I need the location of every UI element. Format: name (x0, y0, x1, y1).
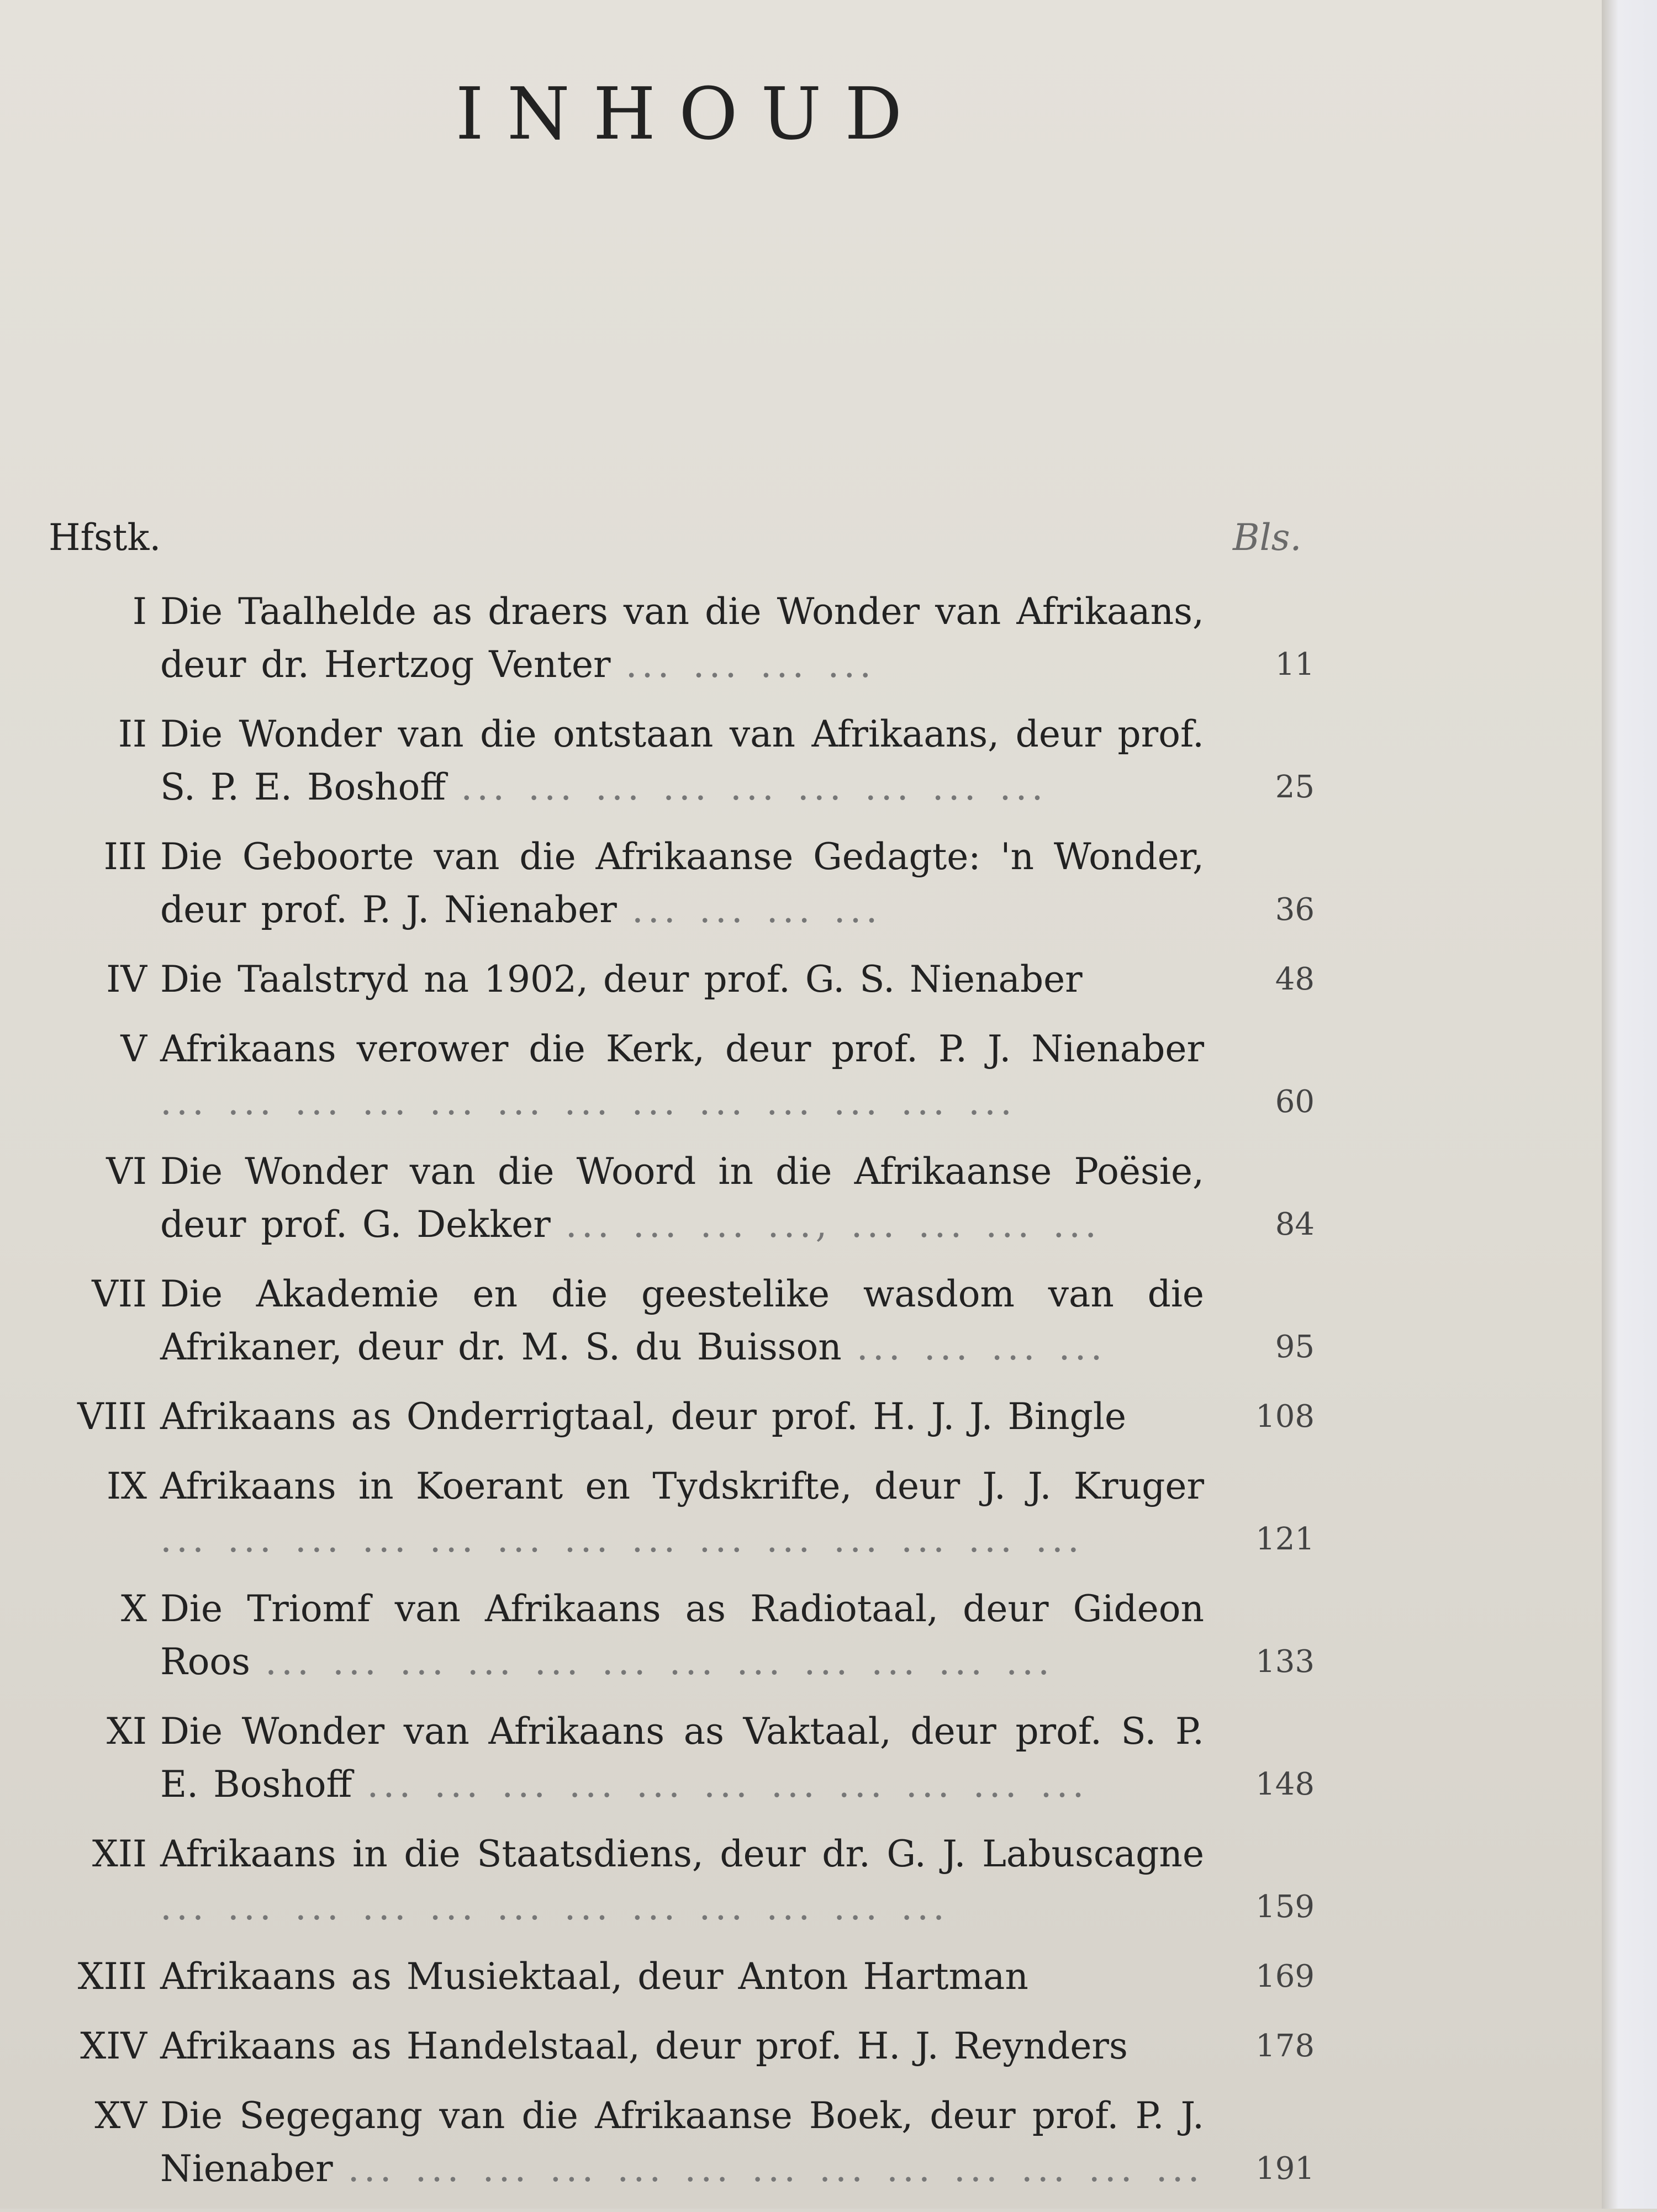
chapter-title-text: Afrikaans as Handelstaal, deur prof. H. J. Reynders (160, 2025, 1128, 2067)
chapter-title (160, 953, 1204, 1006)
page-number: 95 (1275, 1329, 1315, 1365)
chapter-number: XIII (77, 1955, 147, 1998)
chapter-title-text: Afrikaans in die Staatsdiens, deur dr. G. J. Labuscagne (160, 1833, 1204, 1875)
page-edge (1602, 0, 1657, 2209)
page-number: 25 (1275, 769, 1315, 805)
toc-entry (0, 1828, 1602, 1934)
chapter-number: IV (106, 958, 147, 1001)
chapter-number: VIII (77, 1395, 147, 1438)
toc-entry (0, 2089, 1602, 2195)
chapter-title (160, 1390, 1204, 1443)
chapter-title-text: Die Akademie en die geestelike wasdom van die Afrikaner, deur dr. M. S. du Buisson (160, 1273, 1204, 1368)
leader-dots: ... ... ... ..., ... ... ... ... (565, 1203, 1101, 1246)
toc-entry (0, 1268, 1602, 1374)
chapter-number: XII (92, 1833, 147, 1875)
chapter-title-text: Afrikaans as Onderrigtaal, deur prof. H. J. J. Bingle (160, 1395, 1127, 1438)
chapter-title-text: Afrikaans verower die Kerk, deur prof. P. J. Nienaber (160, 1028, 1204, 1070)
chapter-title-text: Die Taalstryd na 1902, deur prof. G. S. Nienaber (160, 958, 1083, 1001)
chapter-number: VI (106, 1150, 147, 1193)
chapter-number: IX (106, 1465, 147, 1507)
toc-entry (0, 1583, 1602, 1689)
toc-entry (0, 953, 1602, 1006)
toc-entry (0, 1950, 1602, 2003)
page-number: 48 (1275, 961, 1315, 997)
chapter-number: V (120, 1028, 147, 1070)
leader-dots: ... ... ... ... ... ... ... ... ... ... ... ... ... (160, 1081, 1016, 1123)
leader-dots: ... ... ... ... ... ... ... ... ... ... ... ... ... (347, 2147, 1204, 2190)
chapter-title (160, 1705, 1204, 1811)
chapter-title-text: Die Segegang van die Afrikaanse Boek, deur prof. P. J. Nienaber (160, 2094, 1204, 2190)
chapter-number: X (121, 1587, 147, 1630)
leader-dots: ... ... ... ... (631, 888, 882, 931)
page-number: 84 (1275, 1206, 1315, 1242)
chapter-title (160, 1145, 1204, 1251)
toc-entry (0, 708, 1602, 814)
chapter-number: VII (92, 1273, 147, 1315)
chapter-title-text: Die Wonder van Afrikaans as Vaktaal, deur prof. S. P. E. Boshoff (160, 1710, 1204, 1806)
leader-dots: ... ... ... ... ... ... ... ... ... ... ... ... ... ... (160, 1518, 1084, 1560)
page-column-header: Bls. (1233, 516, 1302, 559)
chapter-title (160, 1950, 1204, 2003)
chapter-title-text: Afrikaans in Koerant en Tydskrifte, deur J. J. Kruger (160, 1465, 1204, 1507)
chapter-title-text: Die Wonder van die ontstaan van Afrikaans, deur prof. S. P. E. Boshoff (160, 713, 1204, 808)
chapter-number: XIV (80, 2025, 147, 2067)
chapter-title (160, 1583, 1204, 1689)
toc-entry (0, 585, 1602, 691)
page-number: 108 (1255, 1399, 1315, 1435)
chapter-title (160, 1460, 1204, 1566)
chapter-title (160, 1268, 1204, 1374)
chapter-title-text: Die Taalhelde as draers van die Wonder van Afrikaans, deur dr. Hertzog Venter (160, 590, 1204, 686)
chapter-number: III (103, 835, 147, 878)
chapter-title-text: Die Wonder van die Woord in die Afrikaanse Poësie, deur prof. G. Dekker (160, 1150, 1204, 1246)
chapter-number: I (132, 590, 147, 633)
page-number: 169 (1255, 1959, 1315, 1994)
chapter-number: II (118, 713, 147, 755)
chapter-title (160, 2020, 1204, 2073)
leader-dots: ... ... ... ... (625, 643, 876, 686)
toc-entry (0, 1145, 1602, 1251)
leader-dots: ... ... ... ... ... ... ... ... ... ... ... (367, 1763, 1089, 1806)
toc-entry (0, 1460, 1602, 1566)
toc-entry (0, 1390, 1602, 1443)
page-title: INHOUD (455, 72, 926, 156)
chapter-number: XI (106, 1710, 147, 1753)
chapter-number: XV (94, 2094, 147, 2137)
chapter-title (160, 1023, 1204, 1129)
chapter-title (160, 585, 1204, 691)
page-number: 159 (1255, 1889, 1315, 1925)
page-number: 178 (1255, 2028, 1315, 2064)
chapter-column-header: Hfstk. (49, 516, 161, 559)
page-number: 36 (1275, 892, 1315, 928)
page-number: 148 (1255, 1766, 1315, 1802)
chapter-title (160, 830, 1204, 936)
chapter-title (160, 2089, 1204, 2195)
page-number: 60 (1275, 1084, 1315, 1120)
page-number: 133 (1255, 1644, 1315, 1680)
leader-dots: ... ... ... ... ... ... ... ... ... ... ... ... (160, 1886, 949, 1928)
toc-entry (0, 2020, 1602, 2073)
leader-dots: ... ... ... ... ... ... ... ... ... (461, 766, 1048, 808)
page-number: 121 (1255, 1521, 1315, 1557)
leader-dots: ... ... ... ... (856, 1326, 1107, 1368)
page-number: 11 (1275, 647, 1315, 682)
toc-entry (0, 830, 1602, 936)
chapter-title (160, 1828, 1204, 1934)
chapter-title-text: Die Geboorte van die Afrikaanse Gedagte: 'n Wonder, deur prof. P. J. Nienaber (160, 835, 1204, 931)
leader-dots: ... ... ... ... ... ... ... ... ... ... ... ... (265, 1641, 1054, 1683)
toc-entry (0, 1705, 1602, 1811)
table-of-contents (0, 585, 1602, 2212)
chapter-title (160, 708, 1204, 814)
chapter-title-text: Die Triomf van Afrikaans as Radiotaal, deur Gideon Roos (160, 1587, 1204, 1683)
toc-entry (0, 1023, 1602, 1129)
chapter-title-text: Afrikaans as Musiektaal, deur Anton Hartman (160, 1955, 1028, 1998)
page-number: 191 (1255, 2151, 1315, 2187)
